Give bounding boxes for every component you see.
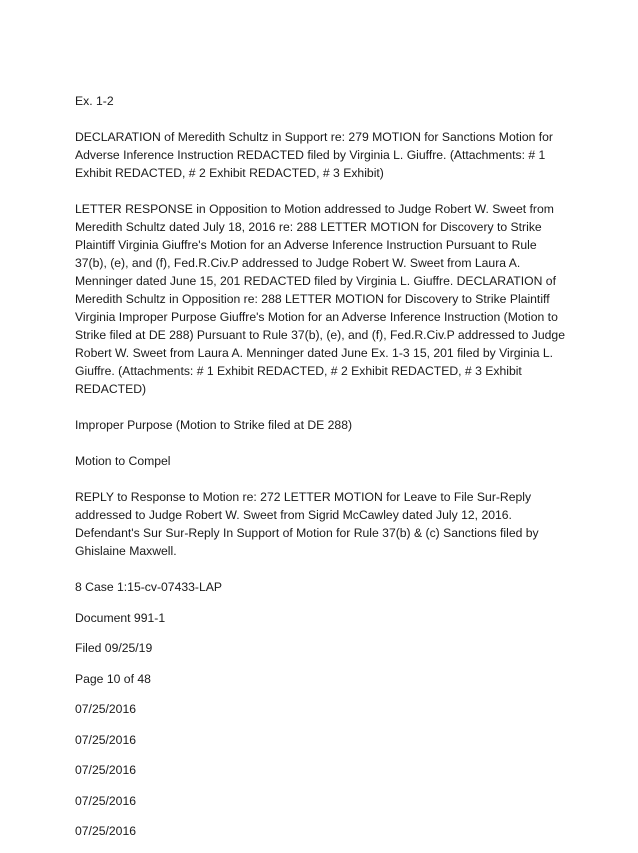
exhibit-label: Ex. 1-2 [75, 94, 114, 108]
document-page [75, 92, 565, 853]
motion-to-compel-text: Motion to Compel [75, 454, 171, 468]
case-number: 8 Case 1:15-cv-07433-LAP [75, 580, 223, 594]
entry-date: 07/25/2016 [75, 824, 136, 838]
entry-date: 07/25/2016 [75, 793, 136, 808]
docket-entry-reply: REPLY to Response to Motion re: 272 LETTER MOTION for Leave to File Sur-Reply addressed to Judge Robert W. Sweet from Sigrid McCawley dated July 12, 2016. Defendant's Sur Sur-Reply In Support of Motion for Rule 37(b) & (c) Sanctions filed by Ghislaine Maxwell. [75, 490, 539, 558]
entry-date: 07/25/2016 [75, 702, 136, 716]
entry-date: 07/25/2016 [75, 732, 136, 747]
docket-entry-letter-response: LETTER RESPONSE in Opposition to Motion addressed to Judge Robert W. Sweet from Meredith Schultz dated July 18, 2016 re: 288 LETTER MOTION for Discovery to Strike Plaintiff Virginia Giuffre's Motion for an Adverse Inference Instruction Pursuant to Rule 37(b), (e), and (f), Fed.R.Civ.P addressed to Judge Robert W. Sweet from Laura A. Menninger dated June 15, 201 REDACTED filed by Virginia L. Giuffre. DECLARATION of Meredith Schultz in Opposition re: 288 LETTER MOTION for Discovery to Strike Plaintiff Virginia Improper Purpose Giuffre's Motion for an Adverse Inference Instruction (Motion to Strike filed at DE 288) Pursuant to Rule 37(b), (e), and (f), Fed.R.Civ.P addressed to Judge Robert W. Sweet from Laura A. Menninger dated June Ex. 1-3 15, 201 filed by Virginia L. Giuffre. (Attachments: # 1 Exhibit REDACTED, # 2 Exhibit REDACTED, # 3 Exhibit REDACTED) [75, 202, 565, 396]
page-number: Page 10 of 48 [75, 671, 151, 686]
entry-date: 07/25/2016 [75, 763, 136, 777]
improper-purpose-text: Improper Purpose (Motion to Strike filed at DE 288) [75, 418, 353, 432]
docket-entry-declaration: DECLARATION of Meredith Schultz in Support re: 279 MOTION for Sanctions Motion for Adverse Inference Instruction REDACTED filed by Virginia L. Giuffre. (Attachments: # 1 Exhibit REDACTED, # 2 Exhibit REDACTED, # 3 Exhibit) [75, 130, 553, 180]
document-number: Document 991-1 [75, 610, 166, 625]
filed-date: Filed 09/25/19 [75, 641, 153, 655]
